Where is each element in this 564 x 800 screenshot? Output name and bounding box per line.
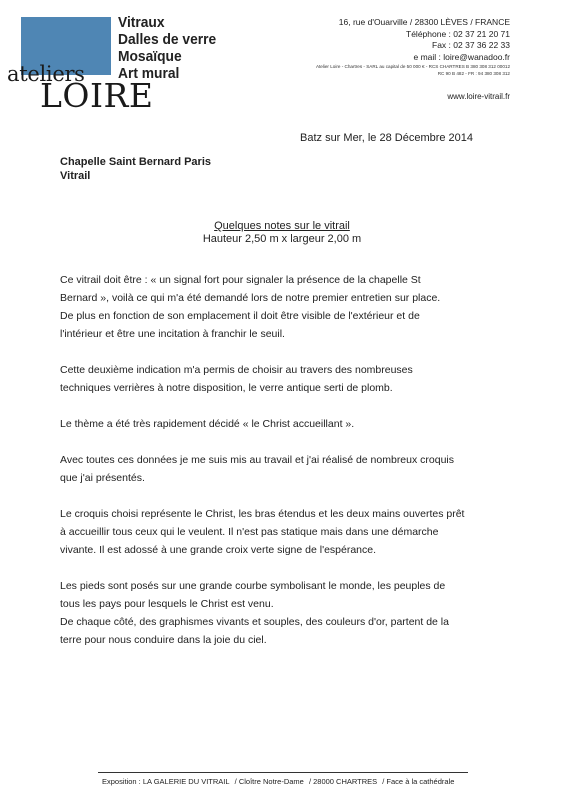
phone: Téléphone : 02 37 21 20 71 <box>406 28 510 39</box>
footer-exposition: Exposition : LA GALERIE DU VITRAIL <box>102 777 230 786</box>
fax: Fax : 02 37 36 22 33 <box>432 40 510 50</box>
legal-line: Atelier Loire - Chartres - SARL au capital de 50 000 € - RCS CHARTRES B 380 308 312 00012 <box>315 64 510 69</box>
body-line: Avec toutes ces données je me suis mis au travail et j'ai réalisé de nombreux croquis <box>60 454 455 466</box>
body-line: terre pour nous conduire dans la joie du ciel. <box>60 634 267 646</box>
body-line: Cette deuxième indication m'a permis de choisir au travers des nombreuses <box>60 364 413 376</box>
body-line: que j'ai présentés. <box>60 472 145 484</box>
body-line: à accueillir tous ceux qui le veulent. Il n'est pas statique mais dans une démarche <box>60 526 439 538</box>
letter-date: Batz sur Mer, le 28 Décembre 2014 <box>300 132 474 144</box>
body-line: Les pieds sont posés sur une grande courbe symbolisant le monde, les peuples de <box>60 580 446 592</box>
body-line: De chaque côté, des graphismes vivants et souples, des couleurs d'or, partent de la <box>60 616 449 628</box>
recipient-name: Chapelle Saint Bernard Paris <box>60 156 211 168</box>
logo-ateliers-text: ateliers <box>7 62 85 86</box>
letter-body <box>60 271 530 649</box>
body-line: l'intérieur et être une incitation à franchir le seuil. <box>60 328 285 340</box>
contact-block <box>316 17 510 103</box>
footer-facing: / Face à la cathédrale <box>382 777 455 786</box>
body-line: Ce vitrail doit être : « un signal fort pour signaler la présence de la chapelle St <box>60 274 421 286</box>
body-line: techniques verrières à notre disposition, le verre antique serti de plomb. <box>60 382 393 394</box>
logo-loire-text: LOIRE <box>40 76 154 115</box>
recipient-subject: Vitrail <box>60 170 91 182</box>
activity-item: Vitraux <box>118 14 165 31</box>
activity-item: Mosaïque <box>118 48 182 65</box>
body-line: tous les pays pour lesquels le Christ est venu. <box>60 598 274 610</box>
title-block <box>0 220 564 246</box>
body-line: Le croquis choisi représente le Christ, les bras étendus et les deux mains ouvertes prêt <box>60 508 465 520</box>
footer-divider <box>98 772 468 773</box>
activity-item: Art mural <box>118 65 180 82</box>
body-line: vivante. Il est adossé à une grande croix verte signe de l'espérance. <box>60 544 377 556</box>
letter-dimensions: Hauteur 2,50 m x largeur 2,00 m <box>202 233 362 245</box>
legal-line: RC 90 B 482 - FR : 94 380 308 312 <box>437 71 510 76</box>
activities-list <box>118 14 216 82</box>
footer-city: / 28000 CHARTRES <box>308 777 378 786</box>
body-line: Bernard », voilà ce qui m'a été demandé lors de notre premier entretien sur place. <box>60 292 441 304</box>
activity-item: Dalles de verre <box>118 31 217 48</box>
email-link[interactable]: e mail : loire@wanadoo.fr <box>413 51 510 62</box>
body-line: De plus en fonction de son emplacement il doit être visible de l'extérieur et de <box>60 310 420 322</box>
letter-title: Quelques notes sur le vitrail <box>214 220 350 232</box>
footer-cloitre: / Cloître Notre-Dame <box>234 777 304 786</box>
body-line: Le thème a été très rapidement décidé « le Christ accueillant ». <box>60 418 355 430</box>
address: 16, rue d'Ouarville / 28300 LÈVES / FRANCE <box>338 17 510 27</box>
website-link[interactable]: www.loire-vitrail.fr <box>447 92 510 101</box>
recipient <box>60 155 211 183</box>
footer <box>102 777 457 786</box>
